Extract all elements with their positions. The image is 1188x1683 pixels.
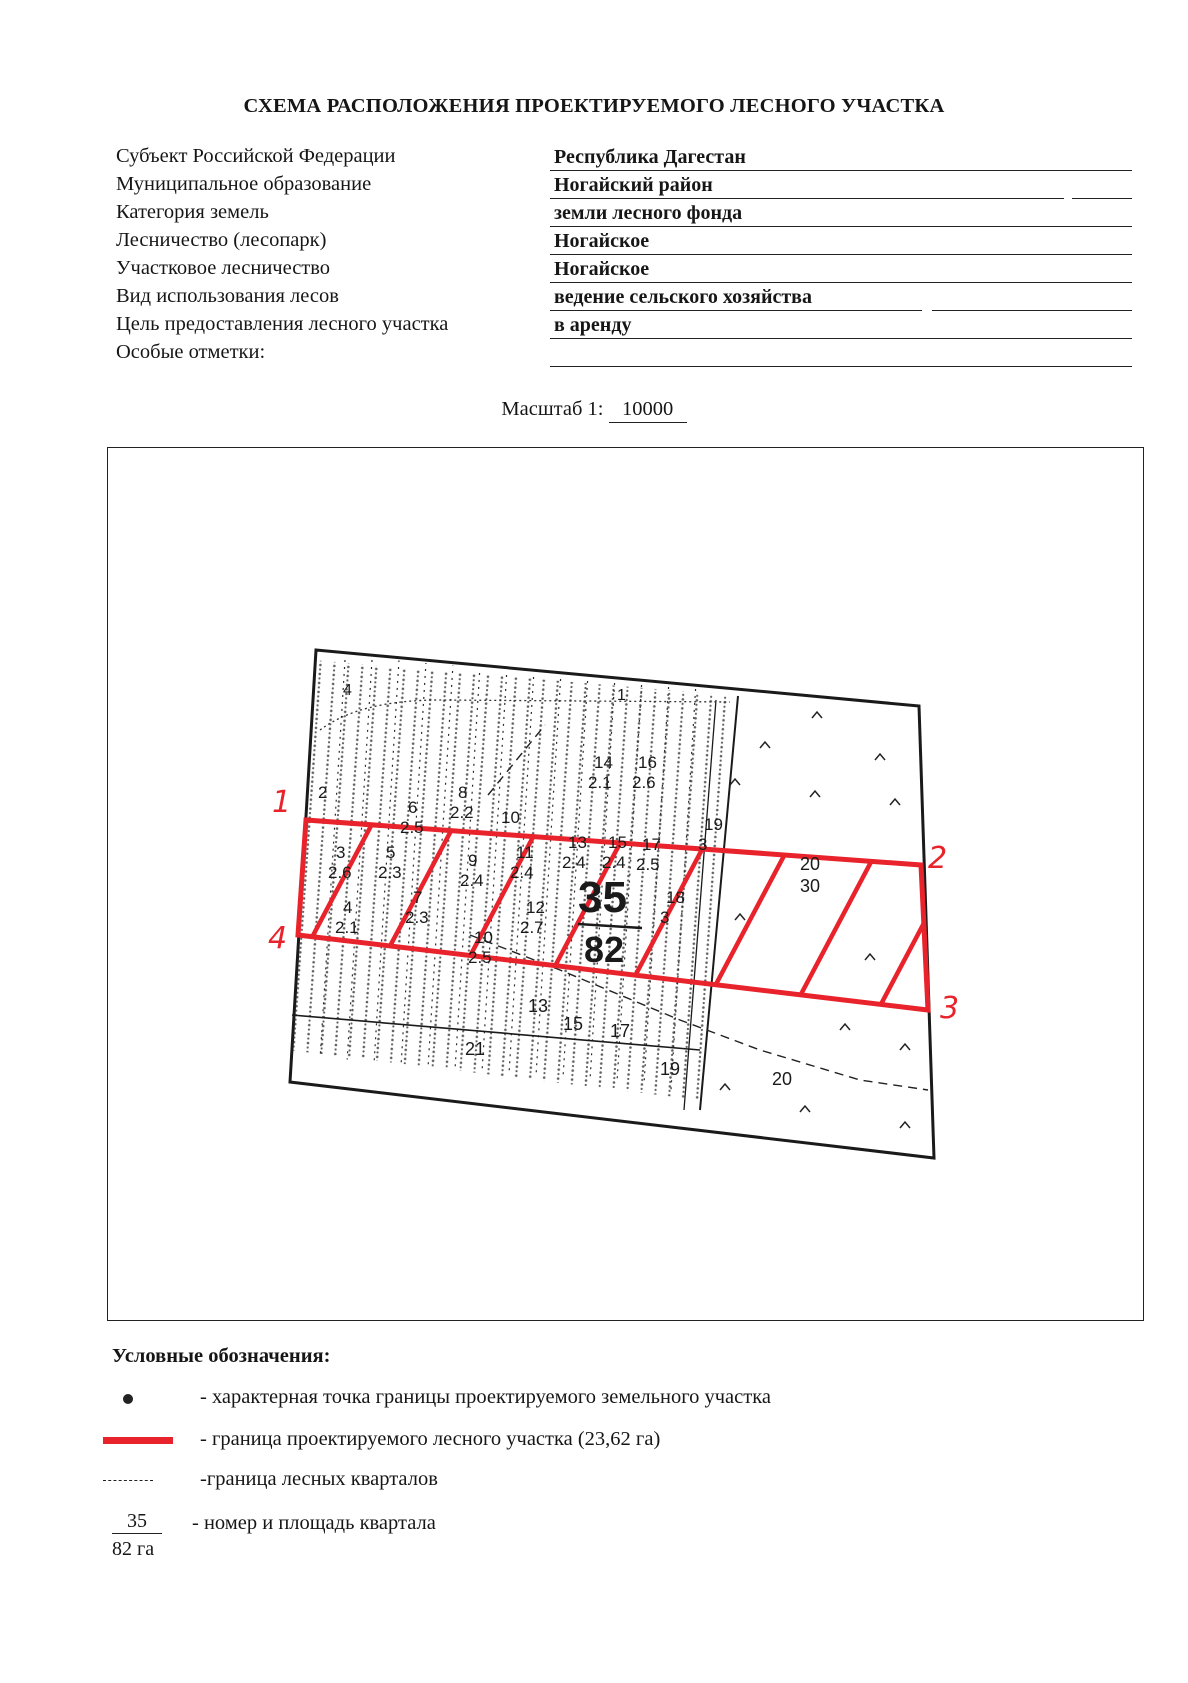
dashed-line-icon xyxy=(103,1480,153,1481)
vydel-number: 2 xyxy=(318,783,328,802)
vydel-number: 18 xyxy=(666,888,685,907)
top-label: 1 xyxy=(617,687,626,704)
field-value-forestry: Ногайское xyxy=(554,230,650,252)
vydel-area: 2.5 xyxy=(636,855,660,874)
field-label-usage-type: Вид использования лесов xyxy=(116,285,339,307)
point-icon xyxy=(123,1394,133,1404)
field-label-district-forestry: Участковое лесничество xyxy=(116,257,331,279)
vydel-number: 11 xyxy=(516,843,534,862)
corner-point-4: 4 xyxy=(268,921,288,956)
vydel-number: 12 xyxy=(526,898,545,917)
corner-point-1: 1 xyxy=(272,785,292,820)
vydel-area: 2.5 xyxy=(400,818,424,837)
vydel-area: 2.2 xyxy=(450,803,474,822)
red-line-icon xyxy=(103,1437,173,1444)
legend-item-quarter-boundary: -граница лесных кварталов xyxy=(200,1468,438,1490)
vydel-area: 3 xyxy=(660,908,670,927)
quarter-fraction-bottom: 82 га xyxy=(112,1538,155,1560)
vydel-number: 16 xyxy=(638,753,657,772)
legend-item-quarter-number: - номер и площадь квартала xyxy=(192,1512,436,1534)
corner-point-3: 3 xyxy=(940,991,960,1026)
vydel-area: 30 xyxy=(800,876,821,896)
vydel-number: 21 xyxy=(465,1039,486,1059)
vydel-area: 2.1 xyxy=(335,918,359,937)
vydel-area: 2.6 xyxy=(328,863,352,882)
field-value-land-category: земли лесного фонда xyxy=(554,202,743,224)
field-label-forestry: Лесничество (лесопарк) xyxy=(116,229,327,251)
legend-item-boundary: - граница проектируемого лесного участка (23,62 га) xyxy=(200,1428,661,1450)
vydel-area: 2.4 xyxy=(510,863,534,882)
vydel-area: 2.3 xyxy=(405,908,429,927)
vydel-number: 15 xyxy=(608,833,627,852)
vydel-number: 10 xyxy=(474,928,493,947)
scale-value: 10000 xyxy=(609,398,687,423)
top-label: 4 xyxy=(343,682,352,699)
vydel-area: 2.4 xyxy=(602,853,626,872)
corner-point-2: 2 xyxy=(928,841,948,876)
quarter-number: 35 xyxy=(578,873,627,922)
vydel-number: 5 xyxy=(386,843,396,862)
vydel-number: 20 xyxy=(800,854,821,874)
vydel-number: 4 xyxy=(343,898,353,917)
vydel-number: 17 xyxy=(642,835,661,854)
vydel-number: 7 xyxy=(413,888,423,907)
vydel-number: 10 xyxy=(501,808,520,827)
field-label-municipality: Муниципальное образование xyxy=(116,173,372,195)
legend-title: Условные обозначения: xyxy=(112,1345,331,1367)
field-value-municipality: Ногайский район xyxy=(554,174,713,196)
quarter-area: 82 xyxy=(584,929,625,970)
field-label-special-notes: Особые отметки: xyxy=(116,341,266,363)
vydel-area: 2.1 xyxy=(588,773,612,792)
vydel-area: 2.4 xyxy=(562,853,586,872)
vydel-number: 13 xyxy=(528,996,549,1016)
scale-label: Масштаб 1: xyxy=(501,398,604,420)
field-label-purpose: Цель предоставления лесного участка xyxy=(116,313,449,335)
vydel-number: 8 xyxy=(458,783,468,802)
vydel-number: 15 xyxy=(563,1014,584,1034)
vydel-number: 13 xyxy=(568,833,587,852)
vydel-area: 2.5 xyxy=(468,948,492,967)
legend-item-point: - характерная точка границы проектируемого земельного участка xyxy=(200,1386,771,1408)
vydel-area: 3 xyxy=(698,835,708,854)
vydel-number: 19 xyxy=(660,1059,681,1079)
vydel-area: 2.6 xyxy=(632,773,656,792)
field-label-subject: Субъект Российской Федерации xyxy=(116,145,396,167)
field-value-subject: Республика Дагестан xyxy=(554,146,746,168)
vydel-area: 2.7 xyxy=(520,918,544,937)
vydel-number: 9 xyxy=(468,851,478,870)
vydel-area: 2.3 xyxy=(378,863,402,882)
vydel-number: 19 xyxy=(704,815,723,834)
field-label-land-category: Категория земель xyxy=(116,201,269,223)
field-value-district-forestry: Ногайское xyxy=(554,258,650,280)
vydel-number: 14 xyxy=(594,753,613,772)
document-title: СХЕМА РАСПОЛОЖЕНИЯ ПРОЕКТИРУЕМОГО ЛЕСНОГО УЧАСТКА xyxy=(243,95,945,117)
vydel-number: 17 xyxy=(610,1021,631,1041)
field-value-purpose: в аренду xyxy=(554,314,632,336)
vydel-number: 20 xyxy=(772,1069,793,1089)
field-value-usage-type: ведение сельского хозяйства xyxy=(554,286,812,308)
vydel-number: 3 xyxy=(336,843,346,862)
vydel-area: 2.4 xyxy=(460,871,484,890)
quarter-fraction-top: 35 xyxy=(112,1510,162,1534)
vydel-number: 6 xyxy=(408,798,418,817)
